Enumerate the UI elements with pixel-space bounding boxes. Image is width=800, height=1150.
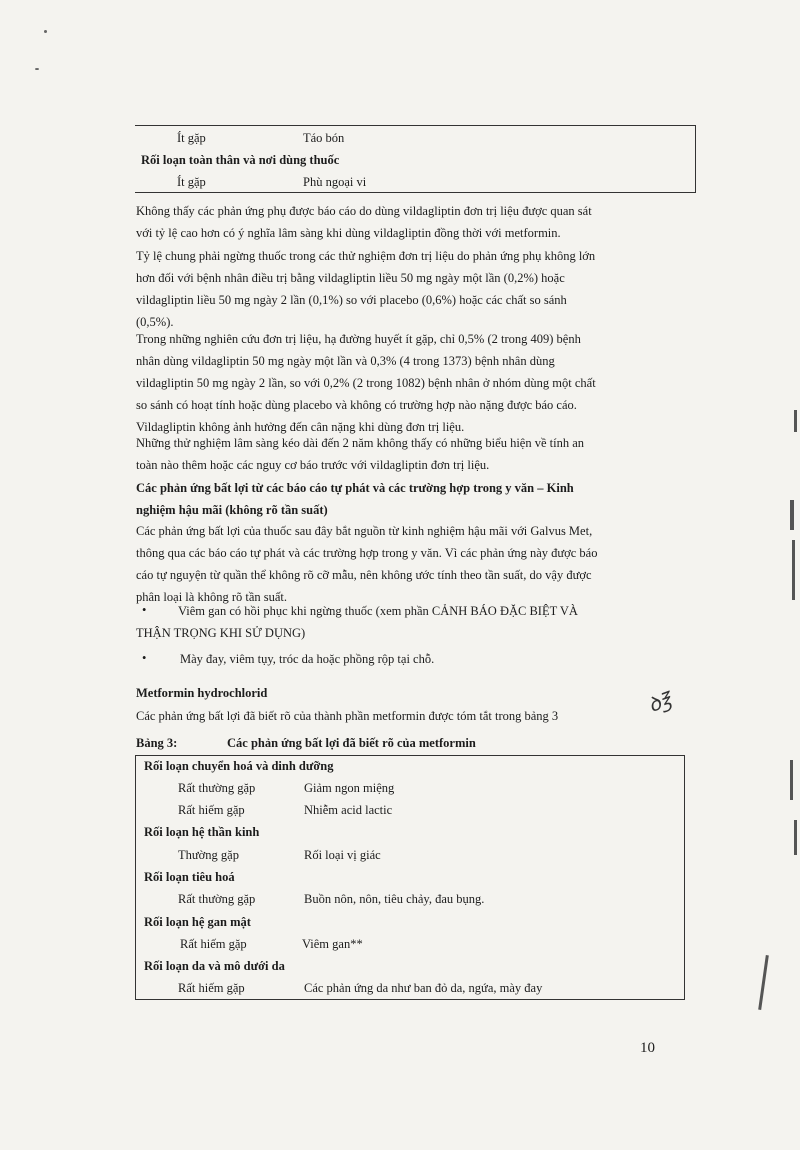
paragraph: Các phản ứng bất lợi đã biết rõ của thành phần metformin được tóm tắt trong bảng 3 (136, 709, 559, 723)
frequency-cell: Rất hiếm gặp (178, 803, 245, 817)
table-caption-label: Bảng 3: (136, 736, 178, 750)
bullet-item: Mày đay, viêm tụy, tróc da hoặc phồng rộp tại chỗ. (180, 652, 435, 666)
frequency-cell: Rất hiếm gặp (178, 981, 245, 995)
paragraph (136, 200, 676, 244)
text-line: hơn đối với bệnh nhân điều trị bằng vildagliptin liều 50 mg ngày một lần (0,2%) hoặc (136, 271, 565, 285)
table-row (303, 175, 366, 190)
text-line: Các phản ứng bất lợi của thuốc sau đây bắt nguồn từ kinh nghiệm hậu mãi với Galvus Met, (136, 524, 593, 538)
reaction-cell: Nhiễm acid lactic (304, 803, 393, 817)
reaction-cell: Phù ngoại vi (303, 175, 367, 189)
text-line: Những thử nghiệm lâm sàng kéo dài đến 2 năm không thấy có những biểu hiện về tính an (136, 436, 585, 450)
text-line: Không thấy các phản ứng phụ được báo cáo do dùng vildagliptin đơn trị liệu được quan sát (136, 204, 592, 218)
table-row (303, 131, 344, 146)
scan-edge-mark (794, 410, 797, 432)
metformin-adverse-reactions-table (135, 755, 685, 1000)
text-line: vildagliptin 50 mg ngày 2 lần, so với 0,2% (2 trong 1082) bệnh nhân ở nhóm dùng một chất (136, 376, 596, 390)
text-line: THẬN TRỌNG KHI SỬ DỤNG) (136, 626, 306, 640)
scan-edge-mark (794, 820, 797, 855)
paragraph (136, 520, 676, 608)
text-line: với tỷ lệ cao hơn có ý nghĩa lâm sàng khi dùng vildagliptin đồng thời với metformin. (136, 226, 561, 240)
text-line: nhân dùng vildagliptin 50 mg ngày một lần và 0,3% (4 trong 1373) bệnh nhân dùng (136, 354, 555, 368)
reaction-cell: Rối loại vị giác (304, 848, 381, 862)
reaction-cell: Buồn nôn, nôn, tiêu chảy, đau bụng. (304, 892, 485, 906)
scan-edge-mark (790, 760, 793, 800)
frequency-cell: Ít gặp (177, 131, 206, 145)
table-row (177, 131, 206, 146)
bullet-marker: • (142, 651, 147, 665)
reaction-cell: Táo bón (303, 131, 345, 145)
text-line: phân loại là không rõ tần suất. (136, 590, 288, 604)
table-category-row: Rối loạn chuyển hoá và dinh dưỡng (144, 759, 334, 773)
frequency-cell: Rất hiếm gặp (180, 937, 247, 951)
scan-speck (35, 68, 39, 70)
table-category-row: Rối loạn hệ gan mật (144, 915, 251, 929)
frequency-cell: Ít gặp (177, 175, 206, 189)
section-heading (136, 477, 676, 521)
reaction-cell: Các phản ứng da như ban đỏ da, ngứa, mày đay (304, 981, 543, 995)
page-number: 10 (640, 1040, 655, 1056)
text-line: Viêm gan có hồi phục khi ngừng thuốc (xem phần CẢNH BÁO ĐẶC BIỆT VÀ (178, 604, 578, 618)
scan-edge-mark (790, 500, 794, 530)
paragraph (136, 432, 676, 476)
text-line: toàn nào thêm hoặc các nguy cơ báo trước với vildagliptin đơn trị liệu. (136, 458, 490, 472)
text-line: Các phản ứng bất lợi từ các báo cáo tự phát và các trường hợp trong y văn – Kinh (136, 481, 574, 495)
paragraph (136, 328, 676, 438)
bullet-marker: • (142, 603, 147, 617)
text-line: cáo tự nguyện từ quần thể không rõ cỡ mẫu, nên không ước tính theo tần suất, do vậy được (136, 568, 592, 582)
text-line: nghiệm hậu mãi (không rõ tần suất) (136, 503, 328, 517)
scan-edge-mark (758, 955, 769, 1010)
paragraph (136, 245, 676, 333)
scan-edge-mark (792, 540, 795, 600)
text-line: Trong những nghiên cứu đơn trị liệu, hạ đường huyết ít gặp, chỉ 0,5% (2 trong 409) bệnh (136, 332, 581, 346)
handwritten-initials: ꝺ℥ (645, 688, 675, 718)
frequency-cell: Thường gặp (178, 848, 239, 862)
scan-speck (44, 30, 47, 33)
section-heading: Metformin hydrochlorid (136, 686, 268, 700)
frequency-cell: Rất thường gặp (178, 781, 256, 795)
reaction-cell: Giảm ngon miệng (304, 781, 395, 795)
text-line: vildagliptin liều 50 mg ngày 2 lần (0,1%) so với placebo (0,6%) hoặc các chất so sánh (136, 293, 567, 307)
table-category-row: Rối loạn hệ thần kinh (144, 825, 260, 839)
table-caption-title: Các phản ứng bất lợi đã biết rõ của metformin (227, 736, 476, 750)
text-line: thông qua các báo cáo tự phát và các trường hợp trong y văn. Vì các phản ứng này được báo (136, 546, 598, 560)
table-category-row: Rối loạn tiêu hoá (144, 870, 235, 884)
text-line: (0,5%). (136, 315, 174, 329)
adverse-reactions-table-continued (135, 125, 696, 193)
category-cell: Rối loạn toàn thân và nơi dùng thuốc (141, 153, 340, 167)
table-row (177, 175, 206, 190)
text-line: Tỷ lệ chung phải ngừng thuốc trong các thử nghiệm đơn trị liệu do phản ứng phụ không lớn (136, 249, 596, 263)
text-line: so sánh có hoạt tính hoặc dùng placebo và không có trường hợp nào nặng được báo cáo. (136, 398, 577, 412)
bullet-item (178, 600, 578, 622)
reaction-cell: Viêm gan** (302, 937, 363, 951)
bullet-item-continuation (136, 622, 676, 644)
frequency-cell: Rất thường gặp (178, 892, 256, 906)
table-category-row (141, 153, 339, 168)
text-line: Vildagliptin không ảnh hưởng đến cân nặng khi dùng đơn trị liệu. (136, 420, 465, 434)
table-category-row: Rối loạn da và mô dưới da (144, 959, 285, 973)
